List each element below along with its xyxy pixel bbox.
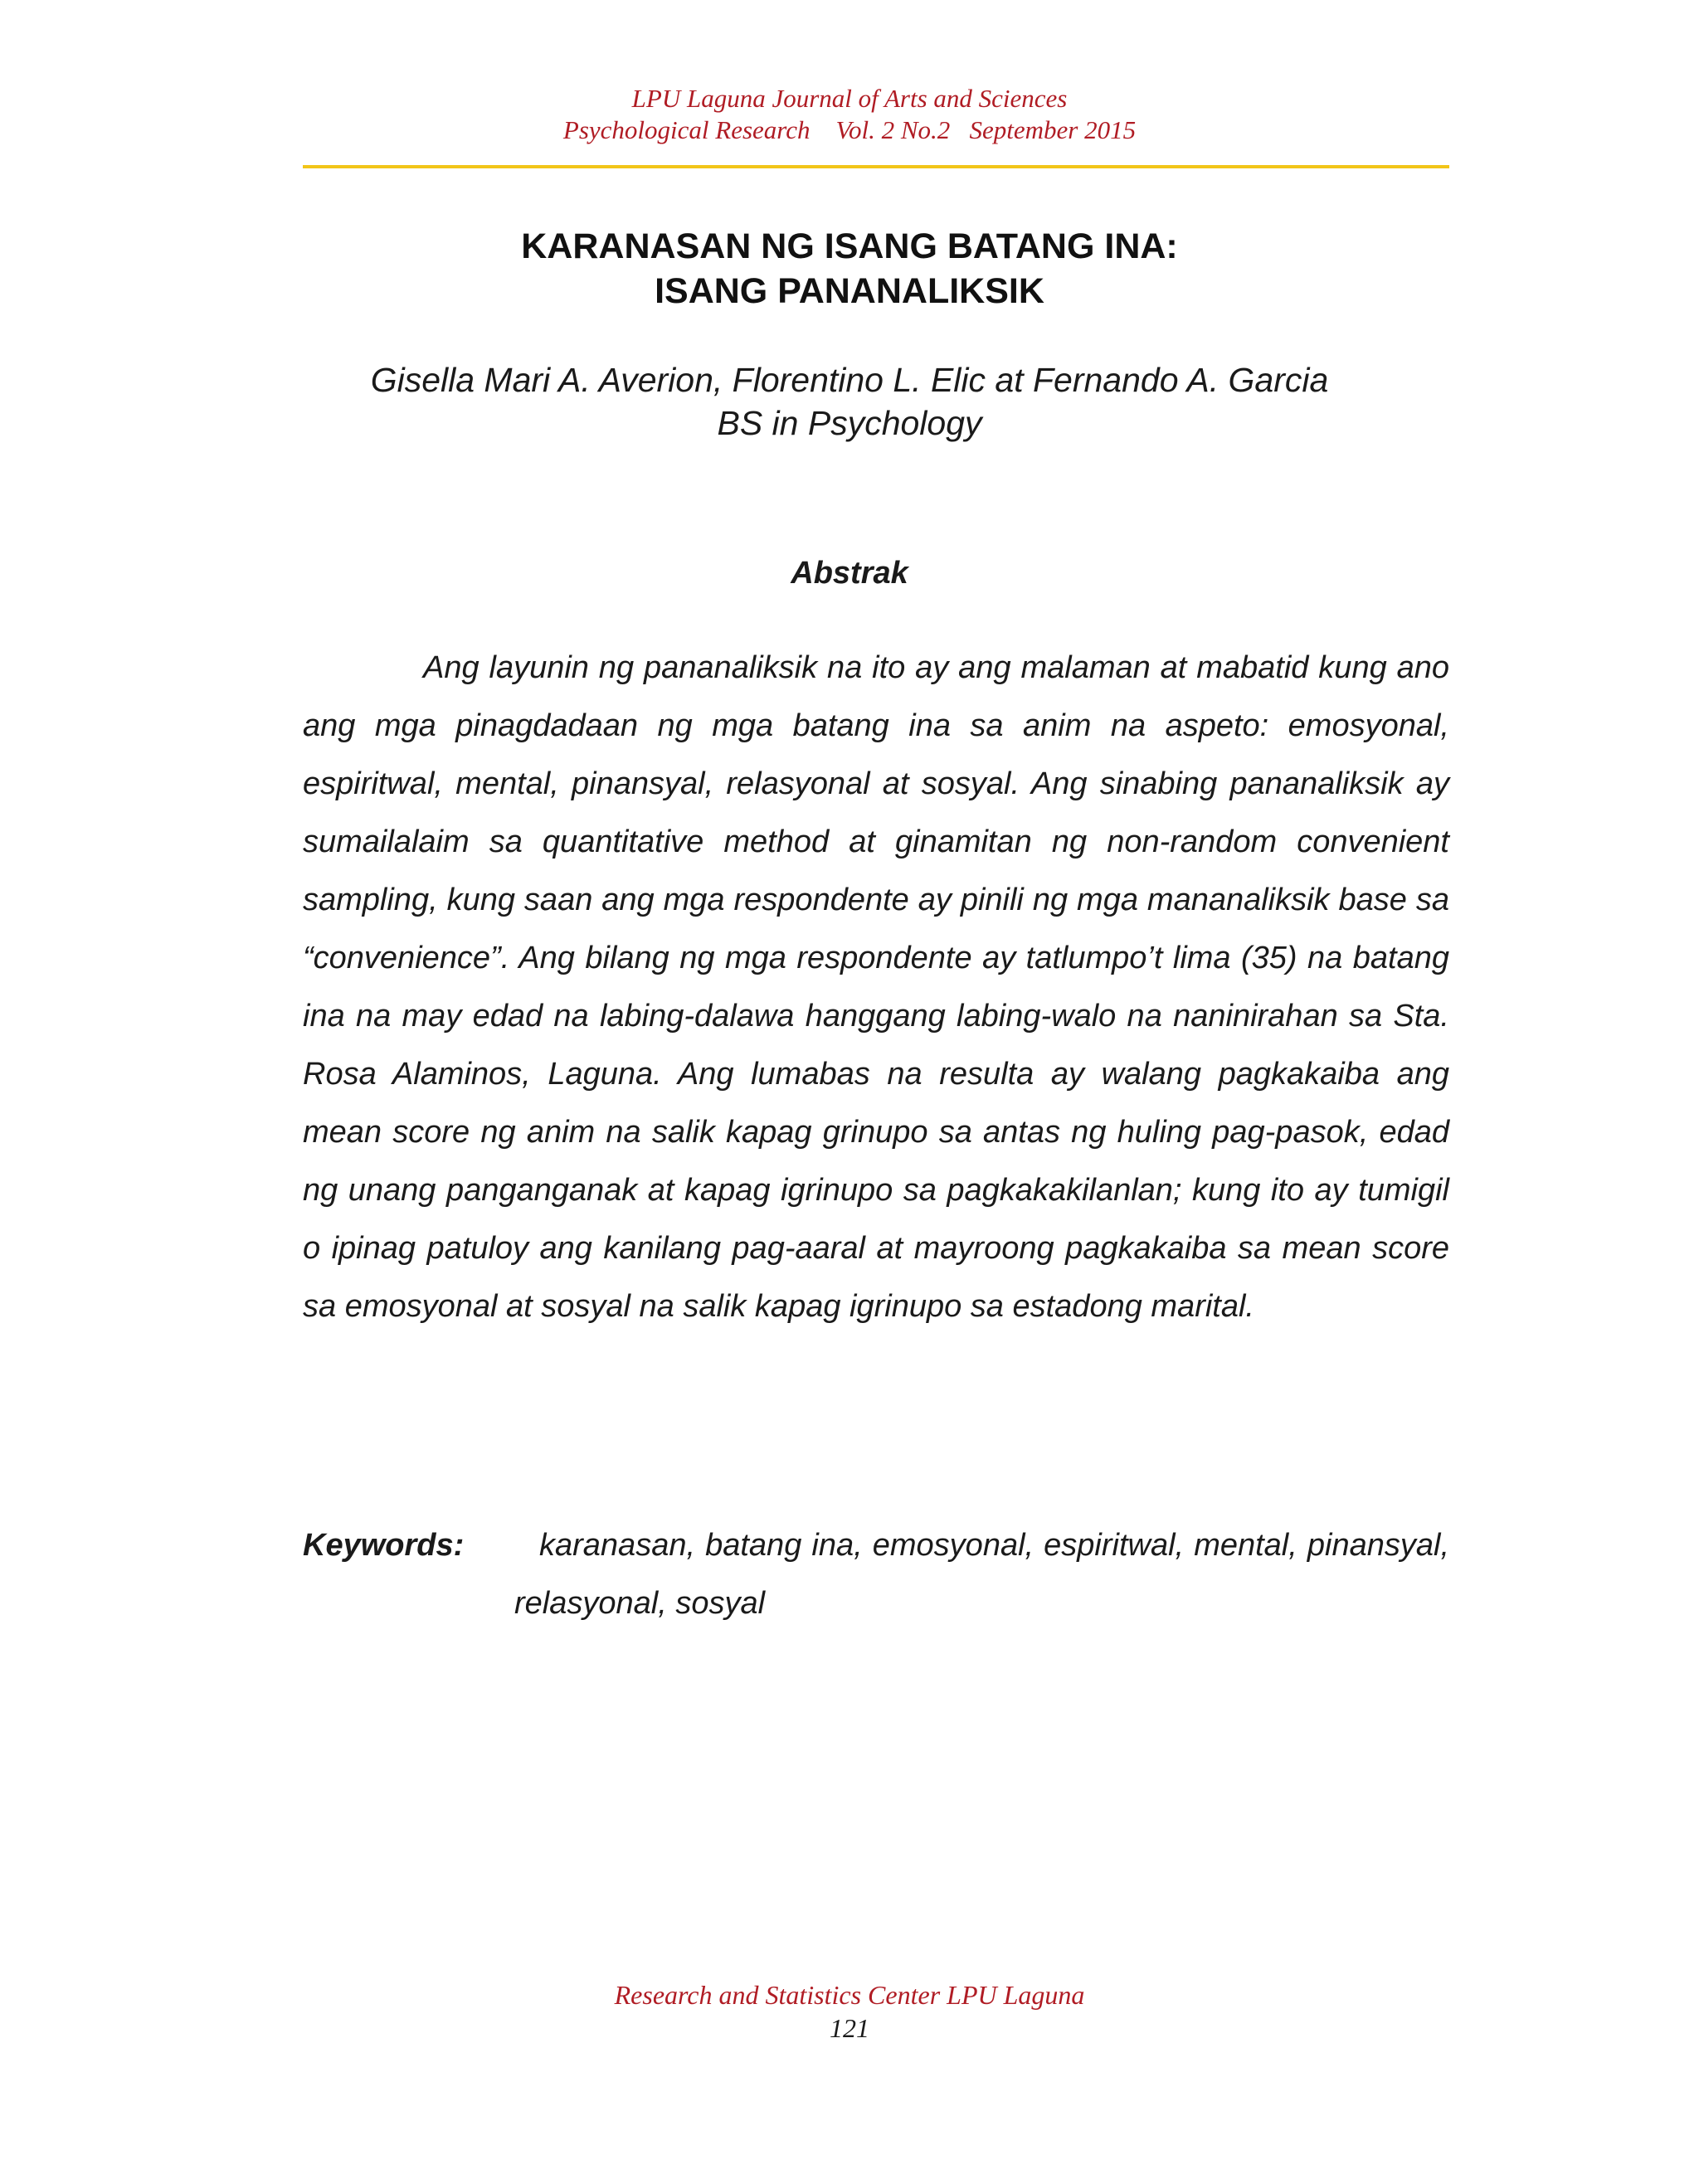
keywords-block <box>303 1516 1449 1632</box>
journal-volume: Vol. 2 No.2 <box>835 115 951 144</box>
abstract-body: Ang layunin ng pananaliksik na ito ay ang malaman at mabatid kung ano ang mga pinagdadaan ng mga batang ina sa anim na aspeto: emosyonal, espiritwal, mental, pinansyal, relasyonal at sosyal. Ang sinabing pananaliksik ay sumailalaim sa quantitative method at ginamitan ng non-random convenient sampling, kung saan ang mga respondente ay pinili ng mga mananaliksik base sa “convenience”. Ang bilang ng mga respondente ay tatlumpo’t lima (35) na batang ina na may edad na labing-dalawa hanggang labing-walo na naninirahan sa Sta. Rosa Alaminos, Laguna. Ang lumabas na resulta ay walang pagkakaiba ang mean score ng anim na salik kapag grinupo sa antas ng huling pag-pasok, edad ng unang panganganak at kapag igrinupo sa pagkakakilanlan; kung ito ay tumigil o ipinag patuloy ang kanilang pag-aaral at mayroong pagkakaiba sa mean score sa emosyonal at sosyal na salik kapag igrinupo sa estadong marital. <box>303 650 1449 1324</box>
paper-title <box>0 224 1699 314</box>
journal-section: Psychological Research <box>562 115 811 144</box>
journal-name: LPU Laguna Journal of Arts and Sciences <box>631 84 1068 113</box>
author-block <box>0 358 1699 445</box>
header-divider <box>303 165 1449 168</box>
page-number: 121 <box>830 2013 869 2043</box>
journal-date: September 2015 <box>969 115 1137 144</box>
page-footer <box>0 1978 1699 2045</box>
title-line-2: ISANG PANANALIKSIK <box>655 271 1044 311</box>
keywords-text: karanasan, batang ina, emosyonal, espiritwal, mental, pinansyal, relasyonal, sosyal <box>514 1528 1449 1621</box>
footer-center-name: Research and Statistics Center LPU Laguna <box>614 1980 1085 2010</box>
running-header <box>0 83 1699 146</box>
author-names: Gisella Mari A. Averion, Florentino L. Elic at Fernando A. Garcia <box>370 361 1329 399</box>
abstract-heading: Abstrak <box>791 556 908 591</box>
title-line-1: KARANASAN NG ISANG BATANG INA: <box>521 226 1178 266</box>
author-program: BS in Psychology <box>717 404 982 442</box>
keywords-label: Keywords: <box>303 1528 465 1563</box>
issue-info <box>0 114 1699 146</box>
